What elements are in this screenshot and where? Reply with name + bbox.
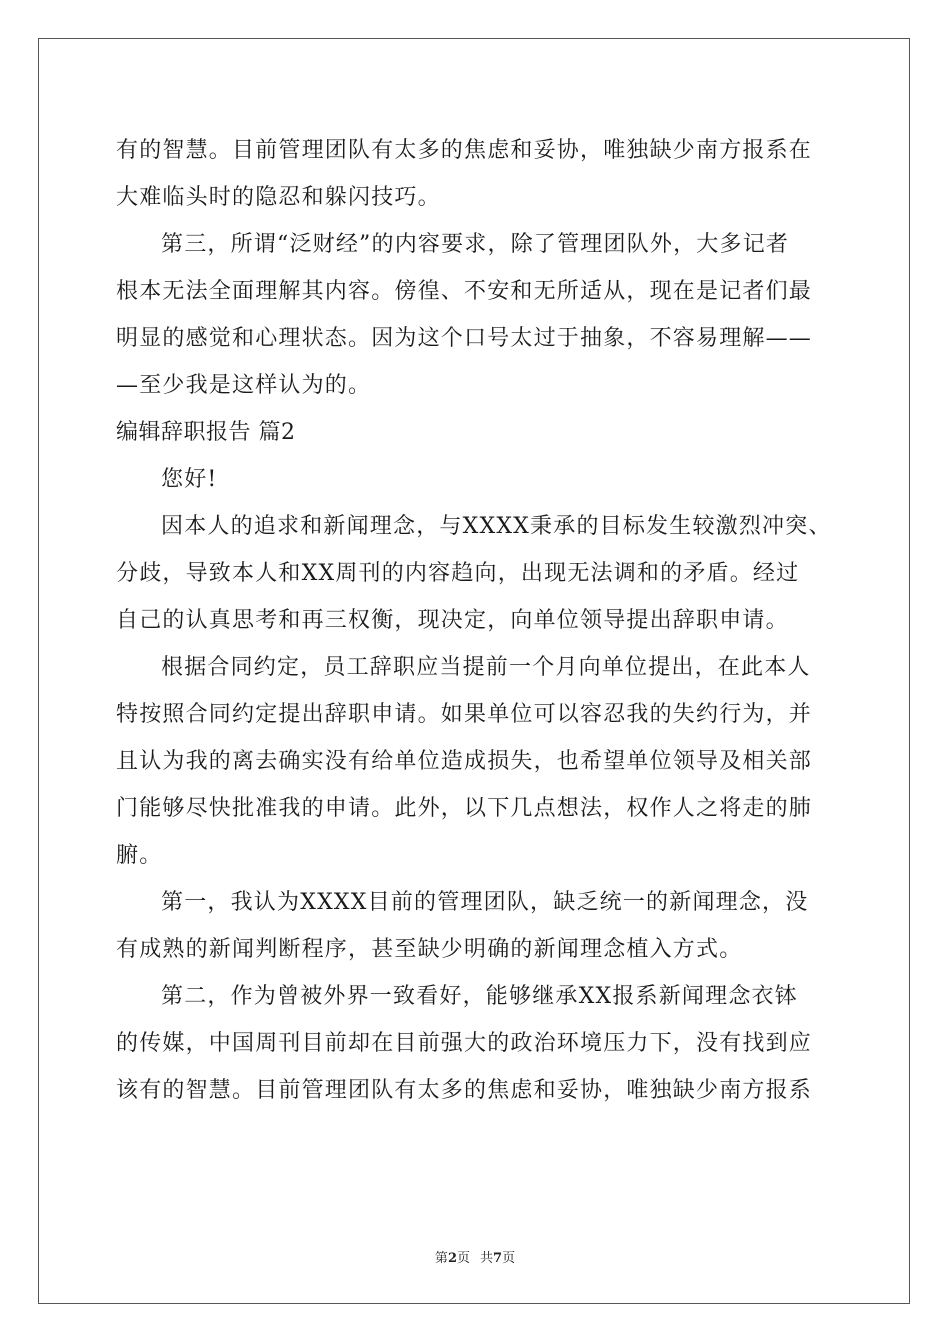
text-line: 门能够尽快批准我的申请。此外，以下几点想法，权作人之将走的肺 bbox=[116, 796, 813, 821]
total-label-prefix: 共 bbox=[480, 1251, 494, 1266]
text-line: 自己的认真思考和再三权衡，现决定，向单位领导提出辞职申请。 bbox=[116, 608, 789, 633]
text-line: 大难临头时的隐忍和躲闪技巧。 bbox=[116, 185, 441, 210]
section-heading: 编辑辞职报告 篇2 bbox=[116, 420, 296, 445]
text-line: 明显的感觉和心理状态。因为这个口号太过于抽象，不容易理解—— bbox=[116, 326, 813, 351]
text-line: 且认为我的离去确实没有给单位造成损失，也希望单位领导及相关部 bbox=[116, 749, 813, 774]
paragraph-start: 根据合同约定，员工辞职应当提前一个月向单位提出，在此本人 bbox=[161, 655, 811, 680]
text-line: 有的智慧。目前管理团队有太多的焦虑和妥协，唯独缺少南方报系在 bbox=[116, 138, 813, 163]
text-line: 分歧，导致本人和XX周刊的内容趋向，出现无法调和的矛盾。经过 bbox=[116, 561, 800, 586]
paragraph-start: 第一，我认为XXXX目前的管理团队，缺乏统一的新闻理念，没 bbox=[161, 890, 809, 915]
total-label-suffix: 页 bbox=[502, 1251, 516, 1266]
text-line: 有成熟的新闻判断程序，甚至缺少明确的新闻理念植入方式。 bbox=[116, 937, 743, 962]
paragraph-start: 第二，作为曾被外界一致看好，能够继承XX报系新闻理念衣钵 bbox=[161, 984, 798, 1009]
text-line: 根本无法全面理解其内容。傍徨、不安和无所适从，现在是记者们最 bbox=[116, 279, 813, 304]
paragraph-start: 因本人的追求和新闻理念，与XXXX秉承的目标发生较激烈冲突、 bbox=[161, 514, 832, 539]
paragraph-start: 第三，所谓“泛财经”的内容要求，除了管理团队外，大多记者 bbox=[161, 232, 790, 257]
page-label-prefix: 第 bbox=[434, 1251, 448, 1266]
page-footer bbox=[0, 1247, 950, 1266]
text-line: 该有的智慧。目前管理团队有太多的焦虑和妥协，唯独缺少南方报系 bbox=[116, 1078, 813, 1103]
text-line: 腑。 bbox=[116, 843, 163, 868]
total-page-count: 7 bbox=[493, 1251, 503, 1266]
text-line: 特按照合同约定提出辞职申请。如果单位可以容忍我的失约行为，并 bbox=[116, 702, 813, 727]
page-label-suffix: 页 bbox=[456, 1251, 470, 1266]
salutation: 您好! bbox=[161, 467, 218, 492]
current-page-number: 2 bbox=[447, 1251, 457, 1266]
text-line: —至少我是这样认为的。 bbox=[116, 373, 372, 398]
text-line: 的传媒，中国周刊目前却在目前强大的政治环境压力下，没有找到应 bbox=[116, 1031, 813, 1056]
document-body bbox=[116, 127, 836, 1114]
